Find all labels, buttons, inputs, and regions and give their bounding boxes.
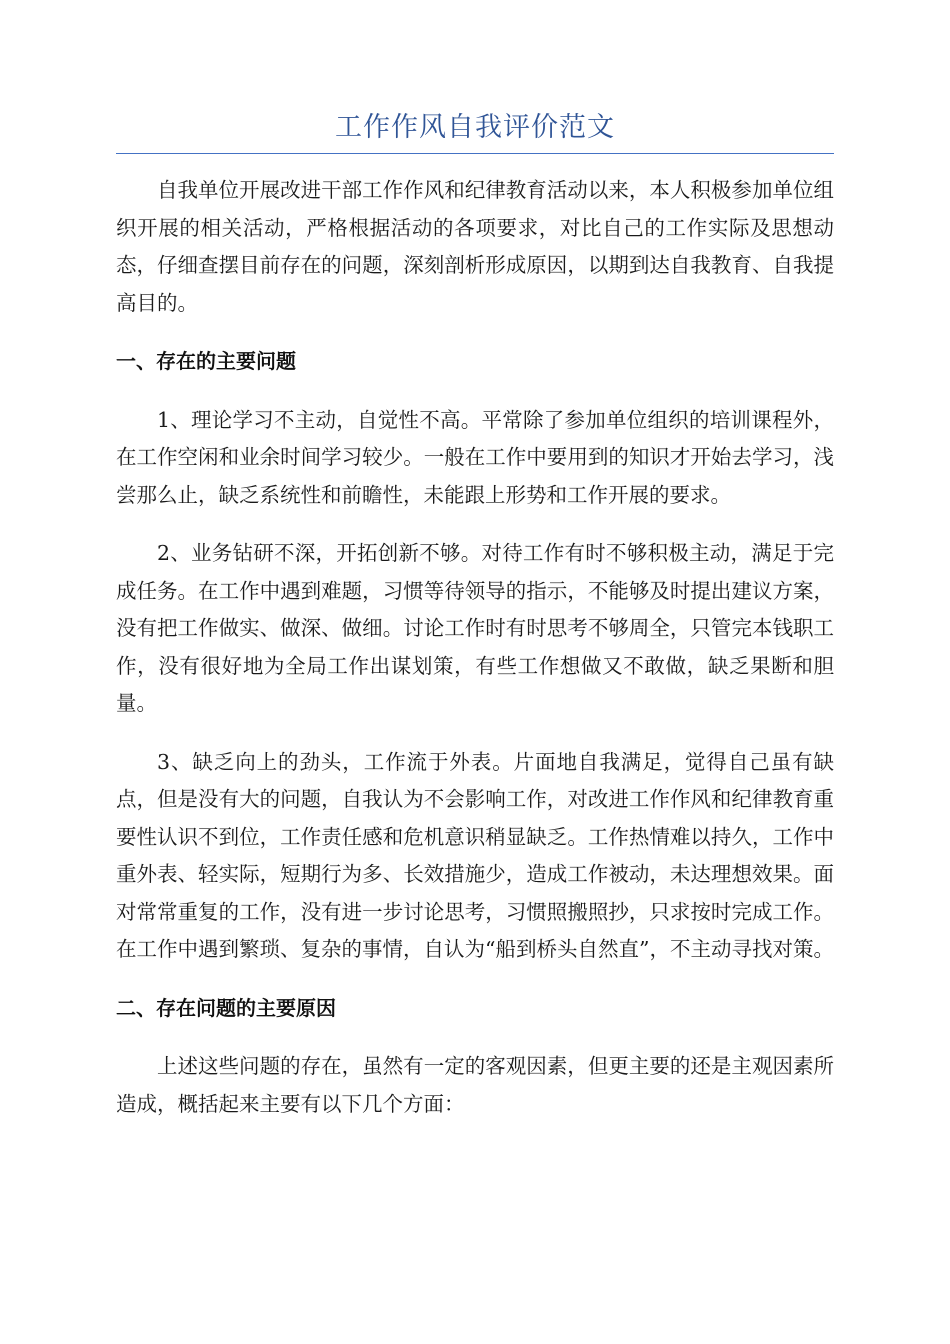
problem-paragraph-3: 3、缺乏向上的劲头，工作流于外表。片面地自我满足，觉得自己虽有缺点，但是没有大的问题，自我认为不会影响工作，对改进工作作风和纪律教育重要性认识不到位，工作责任感和危机意识稍显缺乏。工作热情难以持久，工作中重外表、轻实际，短期行为多、长效措施少，造成工作被动，未达理想效果。面对常常重复的工作，没有进一步讨论思考，习惯照搬照抄，只求按时完成工作。在工作中遇到繁琐、复杂的事情，自认为“船到桥头自然直”，不主动寻找对策。 [116,749,834,961]
cause-paragraph-1: 上述这些问题的存在，虽然有一定的客观因素，但更主要的还是主观因素所造成，概括起来主要有以下几个方面： [116,1054,834,1116]
title-underline [116,153,834,154]
problem-paragraph-1: 1、理论学习不主动，自觉性不高。平常除了参加单位组织的培训课程外，在工作空闲和业余时间学习较少。一般在工作中要用到的知识才开始去学习，浅尝那么止，缺乏系统性和前瞻性，未能跟上形势和工作开展的要求。 [116,407,834,507]
problem-paragraph-2: 2、业务钻研不深，开拓创新不够。对待工作有时不够积极主动，满足于完成任务。在工作中遇到难题，习惯等待领导的指示，不能够及时提出建议方案，没有把工作做实、做深、做细。讨论工作时有时思考不够周全，只管完本钱职工作，没有很好地为全局工作出谋划策，有些工作想做又不敢做，缺乏果断和胆量。 [116,541,834,715]
intro-paragraph: 自我单位开展改进干部工作作风和纪律教育活动以来，本人积极参加单位组织开展的相关活动，严格根据活动的各项要求，对比自己的工作实际及思想动态，仔细查摆目前存在的问题，深刻剖析形成原因，以期到达自我教育、自我提高目的。 [116,178,834,315]
section-heading-causes: 二、存在问题的主要原因 [116,995,336,1020]
document-title: 工作作风自我评价范文 [335,112,615,143]
section-heading-problems: 一、存在的主要问题 [116,349,296,373]
document-body [116,172,834,1144]
